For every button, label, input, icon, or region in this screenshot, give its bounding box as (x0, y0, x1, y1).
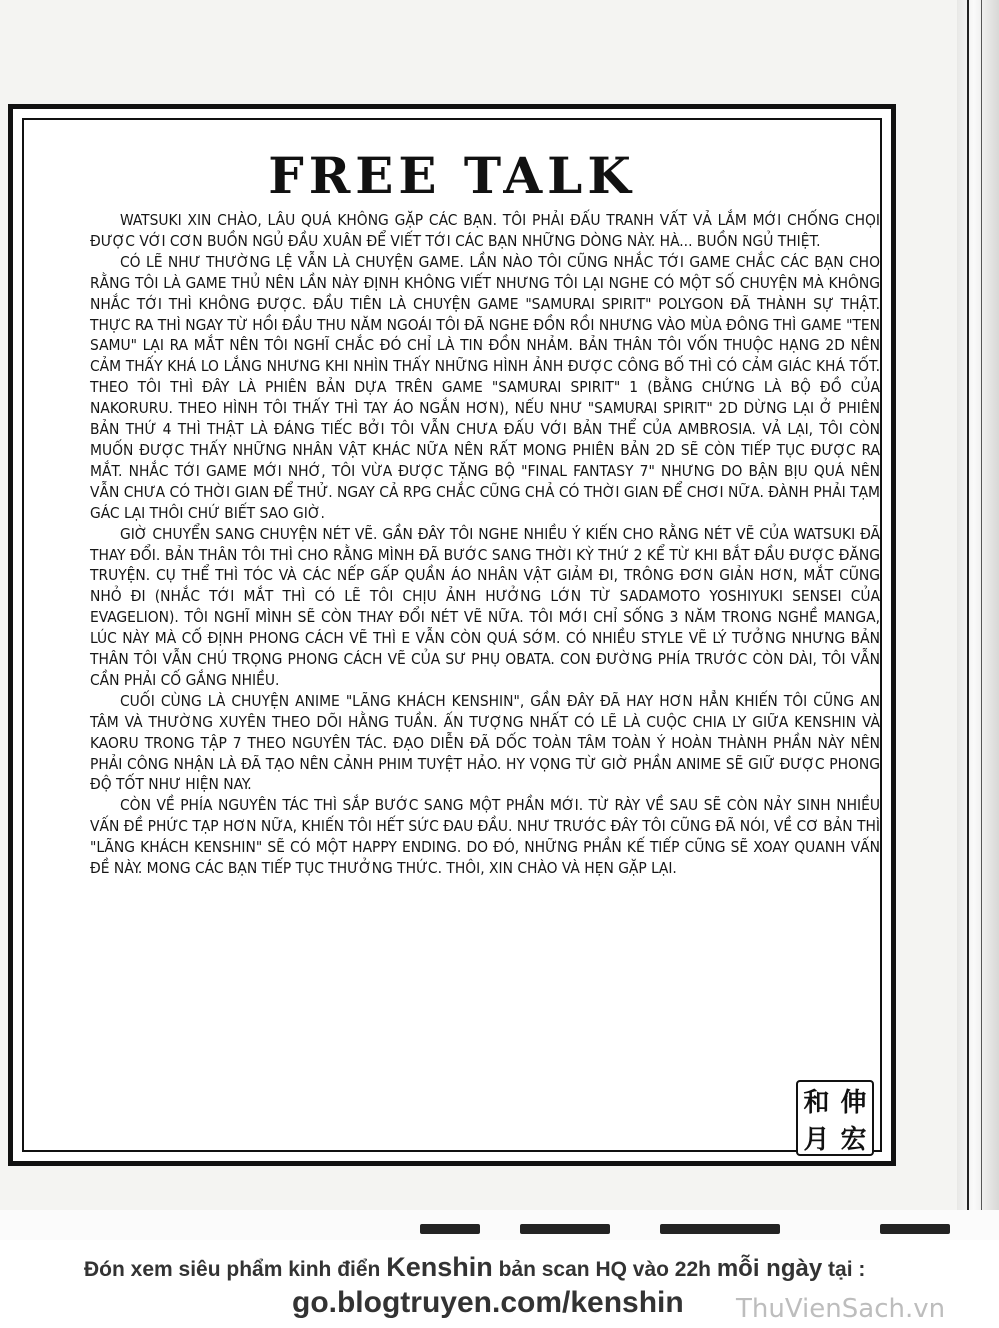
free-talk-body (90, 210, 880, 879)
free-talk-frame (8, 104, 896, 1166)
page-title: FREE TALK (268, 146, 636, 205)
promo-text: Đón xem siêu phẩm kinh điển (84, 1258, 387, 1281)
paragraph-art-style: GIỜ CHUYỂN SANG CHUYỆN NÉT VẼ. GẦN ĐÂY TÔI NGHE NHIỀU Ý KIẾN CHO RẰNG NÉT VẼ CỦA WATSUKI ĐÃ THAY ĐỔI. BẢN THÂN TÔI THÌ CHO RẰNG MÌNH ĐÃ BƯỚC SANG THỜI KỲ THỨ 2 KỂ TỪ KHI BẮT ĐẦU ĐƯỢC ĐĂNG TRUYỆN. CỤ THỂ THÌ TÓC VÀ CÁC NẾP GẤP QUẦN ÁO NHÂN VẬT GIẢM ĐI, TRÔNG ĐƠN GIẢN HƠN, MẮT CŨNG NHỎ ĐI (NHẮC TỚI MẮT THÌ CÓ LẼ TÔI CHỊU ẢNH HƯỞNG LỚN TỪ SADAMOTO YOSHIYUKI SENSEI CỦA EVAGELION). TÔI NGHĨ MÌNH SẼ CÒN THAY ĐỔI NÉT VẼ NỮA. TÔI MỚI CHỈ SỐNG 3 NĂM TRONG NGHỀ MANGA, LÚC NÀY MÀ CỐ ĐỊNH PHONG CÁCH VẼ THÌ E VẪN CÒN QUÁ SỚM. CÓ NHIỀU STYLE VẼ LÝ TƯỞNG NHƯNG BẢN THÂN TÔI VẪN CHÚ TRỌNG PHONG CÁCH VẼ CỦA SƯ PHỤ OBATA. CON ĐƯỜNG PHÍA TRƯỚC CÒN DÀI, TÔI VẪN CẦN PHẢI CỐ GẮNG NHIỀU. (90, 524, 880, 689)
seal-char: 伸 (840, 1088, 867, 1118)
promo-text: tại : (822, 1258, 866, 1281)
site-watermark: ThuVienSach.vn (736, 1294, 946, 1324)
paragraph-anime: CUỐI CÙNG LÀ CHUYỆN ANIME "LÃNG KHÁCH KENSHIN", GẦN ĐÂY ĐÃ HAY HƠN HẲN KHIẾN TÔI CŨNG AN TÂM VÀ THƯỜNG XUYÊN THEO DÕI HẰNG TUẦN. ẤN TƯỢNG NHẤT CÓ LẼ LÀ CUỘC CHIA LY GIỮA KENSHIN VÀ KAORU TRONG TẬP 7 THEO NGUYÊN TÁC. ĐẠO DIỄN ĐÃ DỐC TOÀN TÂM TOÀN Ý HOÀN THÀNH PHẦN NÀY NÊN PHẢI CÔNG NHẬN LÀ ĐÃ TẠO NÊN CẢNH PHIM TUYỆT HẢO. HY VỌNG TỪ GIỜ PHẦN ANIME SẼ GIỮ ĐƯỢC PHONG ĐỘ TỐT NHƯ HIỆN NAY. (90, 691, 880, 794)
free-talk-inner-frame (22, 118, 882, 1155)
promo-daily: mỗi ngày (716, 1255, 823, 1282)
page-bottom-scraps (0, 1210, 999, 1240)
promo-url-link[interactable]: go.blogtruyen.com/kenshin (292, 1286, 684, 1319)
adjacent-page-edge (957, 0, 999, 1240)
promo-series-name: Kenshin (386, 1252, 493, 1282)
seal-char: 和 (803, 1088, 830, 1118)
promo-text: bản scan HQ vào 22h (492, 1258, 717, 1281)
seal-char: 宏 (840, 1125, 867, 1155)
paragraph-games: CÓ LẼ NHƯ THƯỜNG LỆ VẪN LÀ CHUYỆN GAME. LẦN NÀO TÔI CŨNG NHẮC TỚI GAME CHẮC CÁC BẠN CHO RẰNG TÔI LÀ GAME THỦ NÊN LẦN NÀY ĐỊNH KHÔNG VIẾT NHƯNG TÔI LẠI NGHE CÓ MỘT SỐ CHUYỆN MÀ KHÔNG NHẮC TỚI THÌ KHÔNG ĐƯỢC. ĐẦU TIÊN LÀ CHUYỆN GAME "SAMURAI SPIRIT" POLYGON ĐÃ THÀNH SỰ THẬT. THỰC RA THÌ NGAY TỪ HỒI ĐẦU THU NĂM NGOÁI TÔI ĐÃ NGHE ĐỒN RỒI NHƯNG VÀO MÙA ĐÔNG THÌ GAME "TEN SAMU" LẠI RA MẮT NÊN TÔI NGHĨ CHẮC ĐÓ CHỈ LÀ TIN ĐỒN NHẢM. BẢN THÂN TÔI VỐN THUỘC HẠNG 2D NÊN CẢM THẤY KHÁ LO LẮNG NHƯNG KHI NHÌN THẤY NHỮNG HÌNH ẢNH ĐƯỢC CÔNG BỐ THÌ CÓ CẢM GIÁC KHÁ TỐT. THEO TÔI THÌ ĐÂY LÀ PHIÊN BẢN DỰA TRÊN GAME "SAMURAI SPIRIT" 1 (BẰNG CHỨNG LÀ BỘ ĐỒ CỦA NAKORURU. THEO HÌNH TÔI THẤY THÌ TAY ÁO NGẮN HƠN), NẾU NHƯ "SAMURAI SPIRIT" 2D DỪNG LẠI Ở PHIÊN BẢN THỨ 4 THÌ THẬT LÀ ĐÁNG TIẾC BỞI TÔI VẪN CHƯA ĐẤU VỚI BẢN THỂ CỦA AMBROSIA. VẢ LẠI, TÔI CÒN MUỐN ĐƯỢC THẤY NHỮNG NHÂN VẬT KHÁC NỮA NÊN RẤT MONG PHIÊN BẢN 2D SẼ CÒN TIẾP TỤC ĐƯỢC RA MẮT. NHẮC TỚI GAME MỚI NHỚ, TÔI VỪA ĐƯỢC TẶNG BỘ "FINAL FANTASY 7" NHƯNG DO BẬN BỊU QUÁ NÊN VẪN CHƯA CÓ THỜI GIAN ĐỂ THỬ. NGAY CẢ RPG CHẮC CŨNG CHẢ CÓ THỜI GIAN ĐỂ CHƠI NỮA. ĐÀNH PHẢI TẠM GÁC LẠI THÔI CHỨ BIẾT SAO GIỜ. (90, 252, 880, 522)
paragraph-story: CÒN VỀ PHÍA NGUYÊN TÁC THÌ SẮP BƯỚC SANG MỘT PHẦN MỚI. TỪ RÀY VỀ SAU SẼ CÒN NẢY SINH NHIỀU VẤN ĐỀ PHỨC TẠP HƠN NỮA, KHIẾN TÔI HẾT SỨC ĐAU ĐẦU. NHƯ TRƯỚC ĐÂY TÔI CŨNG ĐÃ NÓI, VỀ CƠ BẢN THÌ "LÃNG KHÁCH KENSHIN" SẼ CÓ MỘT HAPPY ENDING. DO ĐÓ, NHỮNG PHẦN KẾ TIẾP CŨNG SẼ XOAY QUANH VẤN ĐỀ NÀY. MONG CÁC BẠN TIẾP TỤC THƯỞNG THỨC. THÔI, XIN CHÀO VÀ HẸN GẶP LẠI. (90, 796, 880, 878)
author-seal-stamp (796, 1080, 874, 1156)
promo-announcement (84, 1252, 865, 1283)
promo-footer (0, 1240, 999, 1328)
seal-char: 月 (803, 1125, 830, 1155)
paragraph-greeting: WATSUKI XIN CHÀO, LÂU QUÁ KHÔNG GẶP CÁC BẠN. TÔI PHẢI ĐẤU TRANH VẤT VẢ LẮM MỚI CHỐNG CHỌI ĐƯỢC VỚI CƠN BUỒN NGỦ ĐẦU XUÂN ĐỂ VIẾT TỚI CÁC BẠN NHỮNG DÒNG NÀY. HÀ... BUỒN NGỦ THIỆT. (90, 211, 880, 250)
